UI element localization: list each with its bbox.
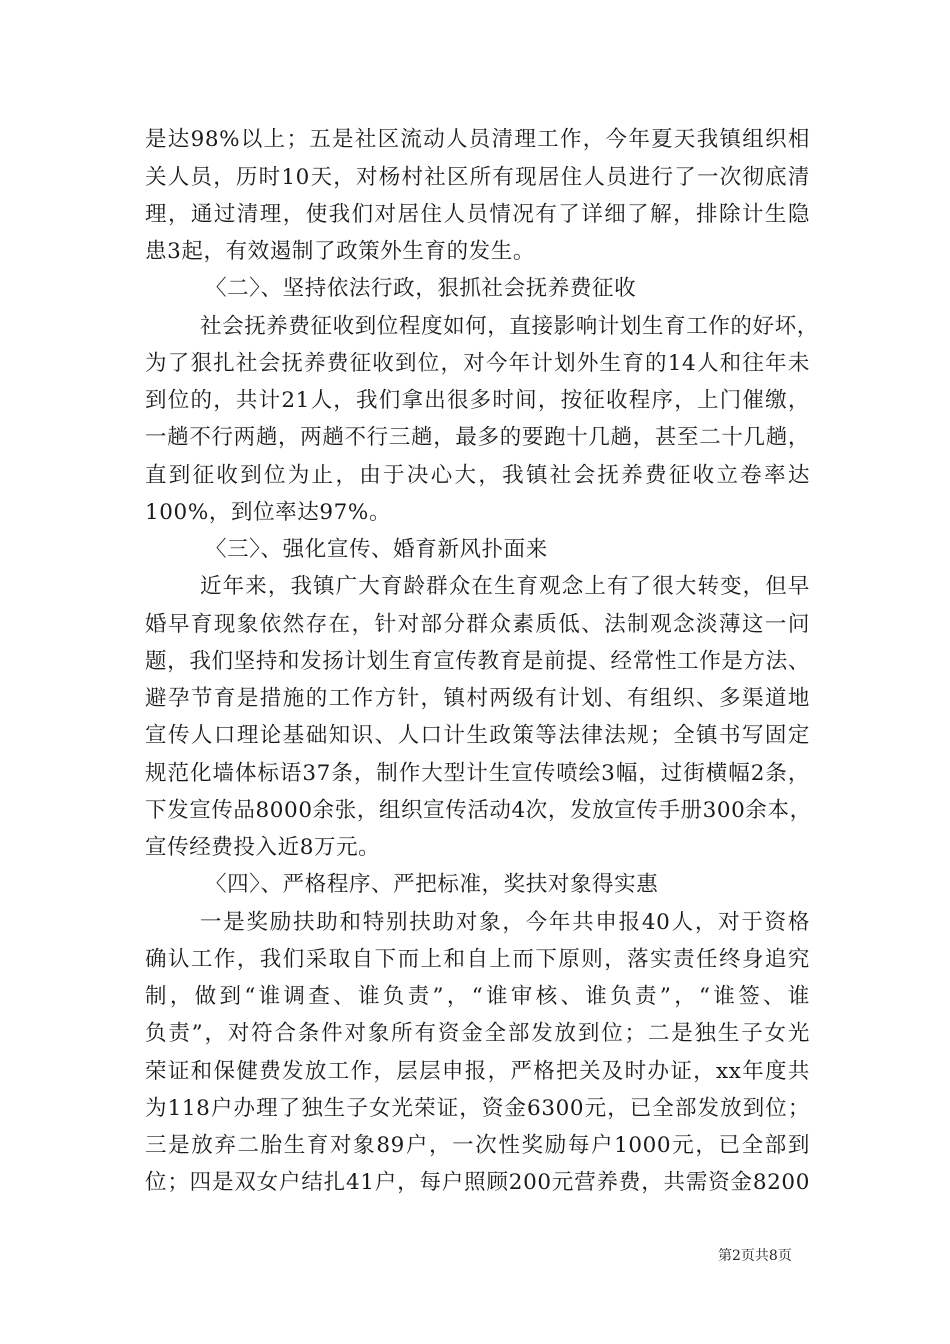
paragraph-3-line: 婚早育现象依然存在，针对部分群众素质低、法制观念淡薄这一问 <box>145 612 810 637</box>
section-heading-4: 〈四〉、严格程序、严把标准，奖扶对象得实惠 <box>205 872 659 897</box>
paragraph-3-line: 宣传人口理论基础知识、人口计生政策等法律法规；全镇书写固定 <box>145 723 810 748</box>
paragraph-2-line: 到位的，共计21人，我们拿出很多时间，按征收程序，上门催缴， <box>145 388 810 413</box>
paragraph-4-line: 位；四是双女户结扎41户，每户照顾200元营养费，共需资金8200 <box>145 1170 810 1195</box>
paragraph-1-line: 是达98%以上；五是社区流动人员清理工作，今年夏天我镇组织相 <box>145 127 810 152</box>
section-heading-2: 〈二〉、坚持依法行政，狠抓社会抚养费征收 <box>205 276 637 301</box>
paragraph-4-line: 荣证和保健费发放工作，层层申报，严格把关及时办证，xx年度共 <box>145 1059 810 1084</box>
paragraph-3-line: 避孕节育是措施的工作方针，镇村两级有计划、有组织、多渠道地 <box>145 686 810 711</box>
paragraph-4-line: 负责”，对符合条件对象所有资金全部发放到位；二是独生子女光 <box>145 1021 810 1046</box>
paragraph-3-line: 规范化墙体标语37条，制作大型计生宣传喷绘3幅，过街横幅2条， <box>145 761 810 786</box>
paragraph-2-line: 直到征收到位为止，由于决心大，我镇社会抚养费征收立卷率达 <box>145 463 810 488</box>
paragraph-3-line: 近年来，我镇广大育龄群众在生育观念上有了很大转变，但早 <box>200 574 810 599</box>
paragraph-3-line: 宣传经费投入近8万元。 <box>145 835 381 860</box>
paragraph-4-line: 确认工作，我们采取自下而上和自上而下原则，落实责任终身追究 <box>145 947 810 972</box>
paragraph-3-line: 题，我们坚持和发扬计划生育宣传教育是前提、经常性工作是方法、 <box>145 649 810 674</box>
paragraph-2-line: 一趟不行两趟，两趟不行三趟，最多的要跑十几趟，甚至二十几趟， <box>145 425 810 450</box>
paragraph-4-line: 一是奖励扶助和特别扶助对象，今年共申报40人，对于资格 <box>200 910 810 935</box>
paragraph-1-line: 关人员，历时10天，对杨村社区所有现居住人员进行了一次彻底清 <box>145 165 810 190</box>
paragraph-2-line: 社会抚养费征收到位程度如何，直接影响计划生育工作的好坏， <box>200 314 819 339</box>
paragraph-2-line: 为了狠扎社会抚养费征收到位，对今年计划外生育的14人和往年未 <box>145 351 810 376</box>
paragraph-1-line: 患3起，有效遏制了政策外生育的发生。 <box>145 239 535 264</box>
paragraph-1-line: 理，通过清理，使我们对居住人员情况有了详细了解，排除计生隐 <box>145 202 810 227</box>
paragraph-4-line: 三是放弃二胎生育对象89户，一次性奖励每户1000元，已全部到 <box>145 1133 810 1158</box>
paragraph-4-line: 制，做到“谁调查、谁负责”，“谁审核、谁负责”，“谁签、谁 <box>145 984 810 1009</box>
paragraph-4-line: 为118户办理了独生子女光荣证，资金6300元，已全部发放到位； <box>145 1096 810 1121</box>
paragraph-3-line: 下发宣传品8000余张，组织宣传活动4次，发放宣传手册300余本， <box>145 798 812 823</box>
paragraph-2-line: 100%，到位率达97%。 <box>145 500 392 525</box>
section-heading-3: 〈三〉、强化宣传、婚育新风扑面来 <box>205 537 548 562</box>
page-number-footer: 第2页共8页 <box>718 1248 792 1264</box>
